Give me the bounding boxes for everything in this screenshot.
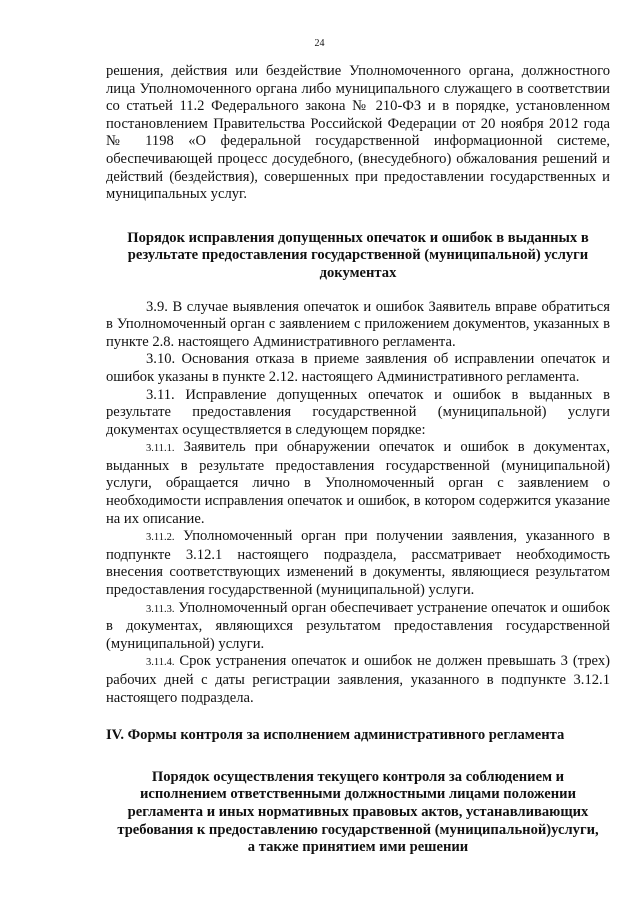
paragraph-3-11: 3.11. Исправление допущенных опечаток и ошибок в выданных в результате предоставления государственной (муниципальной) услуги документах осуществляется в следующем порядке: <box>106 386 610 438</box>
item-number: 3.11.2. <box>146 532 175 544</box>
section-heading-control: Порядок осуществления текущего контроля за соблюдением и исполнением ответственными должностными лицами положении регламента и иных нормативных правовых актов, устанавливающих требования к предоставлению государственной (муниципальной)услуги, а также принятием ими решении <box>117 768 599 856</box>
paragraph-3-10: 3.10. Основания отказа в приеме заявления об исправлении опечаток и ошибок указаны в пункте 2.12. настоящего Административного регламента. <box>106 351 610 385</box>
paragraph-intro: решения, действия или бездействие Уполномоченного органа, должностного лица Уполномоченного органа либо муниципального служащего в соответствии со статьей 11.2 Федерального закона № 210-ФЗ и в порядке, установленном постановлением Правительства Российской Федерации от 20 ноября 2012 года № 1198 «О федеральной государственной информационной системе, обеспечивающей процесс досудебного, (внесудебного) обжалования решений и действий (бездействия), совершенных при предоставлении государственных и муниципальных услуг. <box>106 63 610 203</box>
item-text: Уполномоченный орган обеспечивает устранение опечаток и ошибок в документах, являющихся результатом предоставления государственной (муниципальной) услуги. <box>106 599 610 652</box>
item-number: 3.11.4. <box>146 657 175 669</box>
paragraph-3-11-1 <box>106 439 610 528</box>
paragraph-3-11-2 <box>106 528 610 599</box>
item-number: 3.11.1. <box>146 443 175 455</box>
page-content <box>106 63 610 857</box>
paragraph-3-11-4 <box>106 653 610 707</box>
item-text: Уполномоченный орган при получении заявления, указанного в подпункте 3.12.1 настоящего подраздела, рассматривает необходимость внесения соответствующих изменений в документы, являющиеся результатом предоставления государственной (муниципальной) услуги. <box>106 528 610 599</box>
item-text: Заявитель при обнаружении опечаток и ошибок в документах, выданных в результате предоставления государственной (муниципальной) услуги, обращается лично в Уполномоченный орган с заявлением о необходимости исправления опечаток и ошибок, в котором содержится указание на их описание. <box>106 439 610 527</box>
item-number: 3.11.3. <box>146 603 175 615</box>
chapter-heading-iv: IV. Формы контроля за исполнением административного регламента <box>106 727 565 744</box>
paragraph-3-11-3 <box>106 600 610 654</box>
page-number: 24 <box>314 38 325 49</box>
paragraph-3-9: 3.9. В случае выявления опечаток и ошибок Заявитель вправе обратиться в Уполномоченный орган с заявлением с приложением документов, указанных в пункте 2.8. настоящего Административного регламента. <box>106 298 610 350</box>
item-text: Срок устранения опечаток и ошибок не должен превышать 3 (трех) рабочих дней с даты регистрации заявления, указанного в подпункте 3.12.1 настоящего подраздела. <box>106 653 610 706</box>
section-heading-corrections: Порядок исправления допущенных опечаток и ошибок в выданных в результате предоставления государственной (муниципальной) услуги документах <box>127 229 589 281</box>
